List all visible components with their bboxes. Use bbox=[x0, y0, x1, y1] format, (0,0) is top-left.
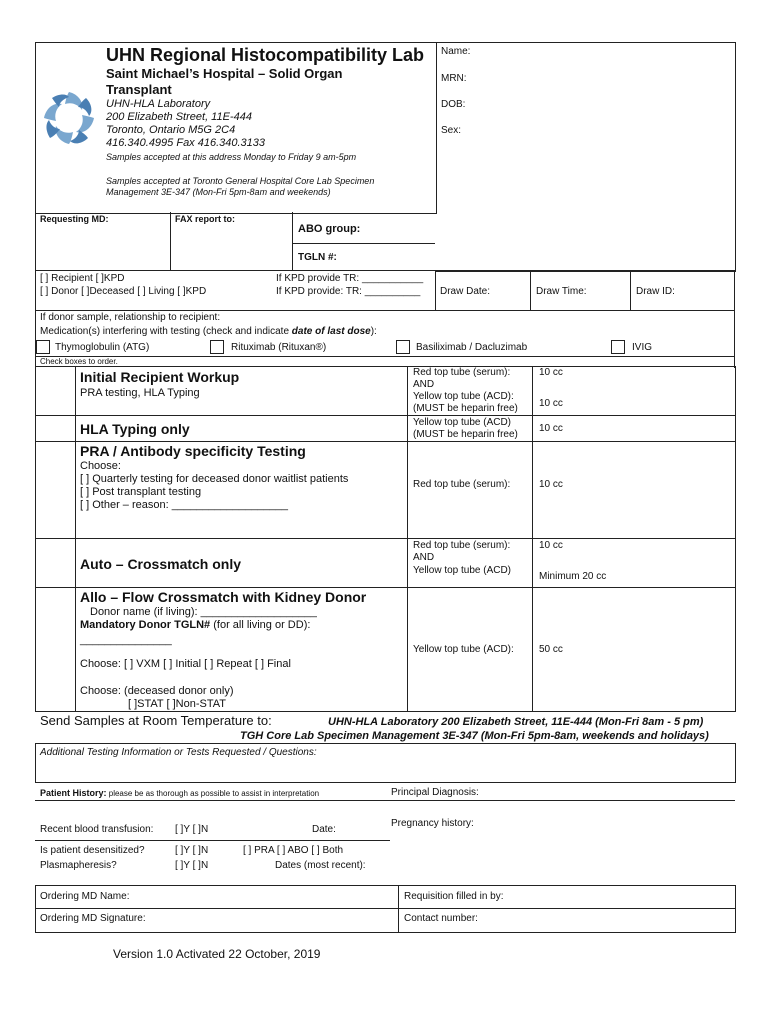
patient-dob-label[interactable]: DOB: bbox=[441, 99, 466, 110]
t1-heparin: (MUST be heparin free) bbox=[413, 403, 518, 414]
requesting-md-label[interactable]: Requesting MD: bbox=[40, 214, 109, 224]
lab-phone-fax: 416.340.4995 Fax 416.340.3133 bbox=[106, 137, 266, 149]
allo-crossmatch-title: Allo – Flow Crossmatch with Kidney Donor bbox=[80, 589, 367, 605]
donor-relationship-label[interactable]: If donor sample, relationship to recipient: bbox=[40, 312, 221, 323]
lab-name: UHN-HLA Laboratory bbox=[106, 98, 211, 110]
t4-and: AND bbox=[413, 552, 435, 563]
hours-note: Samples accepted at this address Monday to Friday 9 am-5pm bbox=[106, 152, 357, 162]
ordering-md-signature-label[interactable]: Ordering MD Signature: bbox=[40, 913, 146, 924]
pra-testing-title: PRA / Antibody specificity Testing bbox=[80, 443, 306, 459]
basiliximab-label: Basiliximab / Dacluzimab bbox=[416, 342, 528, 353]
t2-tube: Yellow top tube (ACD) bbox=[413, 417, 512, 428]
ivig-checkbox[interactable] bbox=[611, 340, 625, 354]
t4-tube-yellow: Yellow top tube (ACD) bbox=[413, 565, 512, 576]
ordering-md-name-label[interactable]: Ordering MD Name: bbox=[40, 891, 130, 902]
pregnancy-history-label[interactable]: Pregnancy history: bbox=[391, 818, 474, 829]
plasmapheresis-yn[interactable]: [ ]Y [ ]N bbox=[175, 860, 209, 871]
plasmapheresis-label: Plasmapheresis? bbox=[40, 860, 117, 871]
version-note: Version 1.0 Activated 22 October, 2019 bbox=[113, 947, 321, 961]
filled-by-label[interactable]: Requisition filled in by: bbox=[404, 891, 504, 902]
thymoglobulin-checkbox[interactable] bbox=[36, 340, 50, 354]
contact-number-label[interactable]: Contact number: bbox=[404, 913, 478, 924]
hospital-subtitle-1: Saint Michael’s Hospital – Solid Organ bbox=[106, 66, 343, 81]
donor-tgln-field[interactable]: Mandatory Donor TGLN# (for all living or DD): bbox=[80, 619, 311, 631]
transfusion-yn[interactable]: [ ]Y [ ]N bbox=[175, 824, 209, 835]
transfusion-date-label[interactable]: Date: bbox=[312, 824, 336, 835]
abo-group-label[interactable]: ABO group: bbox=[298, 223, 361, 235]
t1-tube-yellow: Yellow top tube (ACD): bbox=[413, 391, 514, 402]
hospital-subtitle-2: Transplant bbox=[106, 82, 172, 97]
draw-id-label[interactable]: Draw ID: bbox=[636, 286, 675, 297]
patient-mrn-label[interactable]: MRN: bbox=[441, 73, 467, 84]
principal-diagnosis-label[interactable]: Principal Diagnosis: bbox=[391, 787, 479, 798]
auto-crossmatch-title: Auto – Crossmatch only bbox=[80, 556, 242, 572]
t5-tube: Yellow top tube (ACD): bbox=[413, 644, 514, 655]
lab-title: UHN Regional Histocompatibility Lab bbox=[106, 45, 425, 65]
stat-choice[interactable]: [ ]STAT [ ]Non-STAT bbox=[128, 698, 226, 710]
t5-volume: 50 cc bbox=[539, 644, 563, 655]
fax-report-label[interactable]: FAX report to: bbox=[175, 214, 235, 224]
patient-id-box bbox=[435, 42, 736, 272]
initial-workup-title: Initial Recipient Workup bbox=[80, 369, 240, 385]
rituximab-label: Rituximab (Rituxan®) bbox=[231, 342, 327, 353]
thymoglobulin-label: Thymoglobulin (ATG) bbox=[55, 342, 150, 353]
draw-time-label[interactable]: Draw Time: bbox=[536, 286, 587, 297]
deceased-donor-choice: Choose: (deceased donor only) bbox=[80, 685, 234, 697]
plasmapheresis-dates-label[interactable]: Dates (most recent): bbox=[275, 860, 366, 871]
kpd-tr-2[interactable]: If KPD provide: TR: __________ bbox=[276, 286, 421, 297]
pra-option-quarterly[interactable]: [ ] Quarterly testing for deceased donor waitlist patients bbox=[80, 473, 349, 485]
patient-sex-label[interactable]: Sex: bbox=[441, 125, 462, 136]
t1-tube-red: Red top tube (serum): bbox=[413, 367, 511, 378]
additional-info-label: Additional Testing Information or Tests Requested / Questions: bbox=[40, 747, 317, 758]
desensitized-yn[interactable]: [ ]Y [ ]N bbox=[175, 845, 209, 856]
pra-abo-choice[interactable]: [ ] PRA [ ] ABO [ ] Both bbox=[243, 845, 344, 856]
check-boxes-note: Check boxes to order. bbox=[40, 357, 118, 366]
patient-history-label: Patient History: please be as thorough as possible to assist in interpretation bbox=[40, 788, 320, 798]
t3-tube: Red top tube (serum): bbox=[413, 479, 511, 490]
tgh-note-1: Samples accepted at Toronto General Hospital Core Lab Specimen bbox=[106, 176, 375, 186]
lab-address-1: 200 Elizabeth Street, 11E-444 bbox=[106, 111, 252, 123]
donor-tgln-blank[interactable]: _______________ bbox=[80, 634, 172, 646]
t3-volume: 10 cc bbox=[539, 479, 563, 490]
hla-typing-title: HLA Typing only bbox=[80, 421, 190, 437]
interfering-medications-label: Medication(s) interfering with testing (check and indicate date of last dose): bbox=[40, 326, 377, 337]
pra-option-post-transplant[interactable]: [ ] Post transplant testing bbox=[80, 486, 202, 498]
tgh-note-2: Management 3E-347 (Mon-Fri 5pm-8am and weekends) bbox=[106, 187, 331, 197]
donor-type-row[interactable]: [ ] Donor [ ]Deceased [ ] Living [ ]KPD bbox=[40, 286, 207, 297]
t4-volume-2: Minimum 20 cc bbox=[539, 571, 607, 582]
crossmatch-type-choice[interactable]: Choose: [ ] VXM [ ] Initial [ ] Repeat [ ] Final bbox=[80, 658, 291, 670]
ivig-label: IVIG bbox=[632, 342, 653, 353]
initial-workup-sub: PRA testing, HLA Typing bbox=[80, 387, 200, 399]
ordering-md-box bbox=[35, 885, 736, 933]
transfusion-label: Recent blood transfusion: bbox=[40, 824, 154, 835]
donor-name-field[interactable]: Donor name (if living): ___________________ bbox=[90, 606, 317, 618]
patient-name-label[interactable]: Name: bbox=[441, 46, 471, 57]
rituximab-checkbox[interactable] bbox=[210, 340, 224, 354]
send-samples-label: Send Samples at Room Temperature to: bbox=[40, 713, 272, 728]
recipient-kpd-row[interactable]: [ ] Recipient [ ]KPD bbox=[40, 273, 125, 284]
t1-and: AND bbox=[413, 379, 435, 390]
t2-volume: 10 cc bbox=[539, 423, 563, 434]
tgln-label[interactable]: TGLN #: bbox=[298, 252, 337, 263]
pra-choose: Choose: bbox=[80, 460, 121, 472]
t4-volume-1: 10 cc bbox=[539, 540, 563, 551]
draw-date-label[interactable]: Draw Date: bbox=[440, 286, 491, 297]
kpd-tr-1[interactable]: If KPD provide TR: ___________ bbox=[276, 273, 424, 284]
send-address-2: TGH Core Lab Specimen Management 3E-347 (Mon-Fri 5pm-8am, weekends and holidays) bbox=[240, 730, 709, 742]
t1-volume-2: 10 cc bbox=[539, 398, 563, 409]
basiliximab-checkbox[interactable] bbox=[396, 340, 410, 354]
desensitized-label: Is patient desensitized? bbox=[40, 845, 145, 856]
lab-address-2: Toronto, Ontario M5G 2C4 bbox=[106, 124, 236, 136]
pra-option-other[interactable]: [ ] Other – reason: ___________________ bbox=[80, 499, 288, 511]
uhn-swirl-logo-icon bbox=[38, 88, 100, 148]
t1-volume-1: 10 cc bbox=[539, 367, 563, 378]
t4-tube-red: Red top tube (serum): bbox=[413, 540, 511, 551]
send-address-1: UHN-HLA Laboratory 200 Elizabeth Street, 11E-444 (Mon-Fri 8am - 5 pm) bbox=[328, 716, 704, 728]
t2-heparin: (MUST be heparin free) bbox=[413, 429, 518, 440]
